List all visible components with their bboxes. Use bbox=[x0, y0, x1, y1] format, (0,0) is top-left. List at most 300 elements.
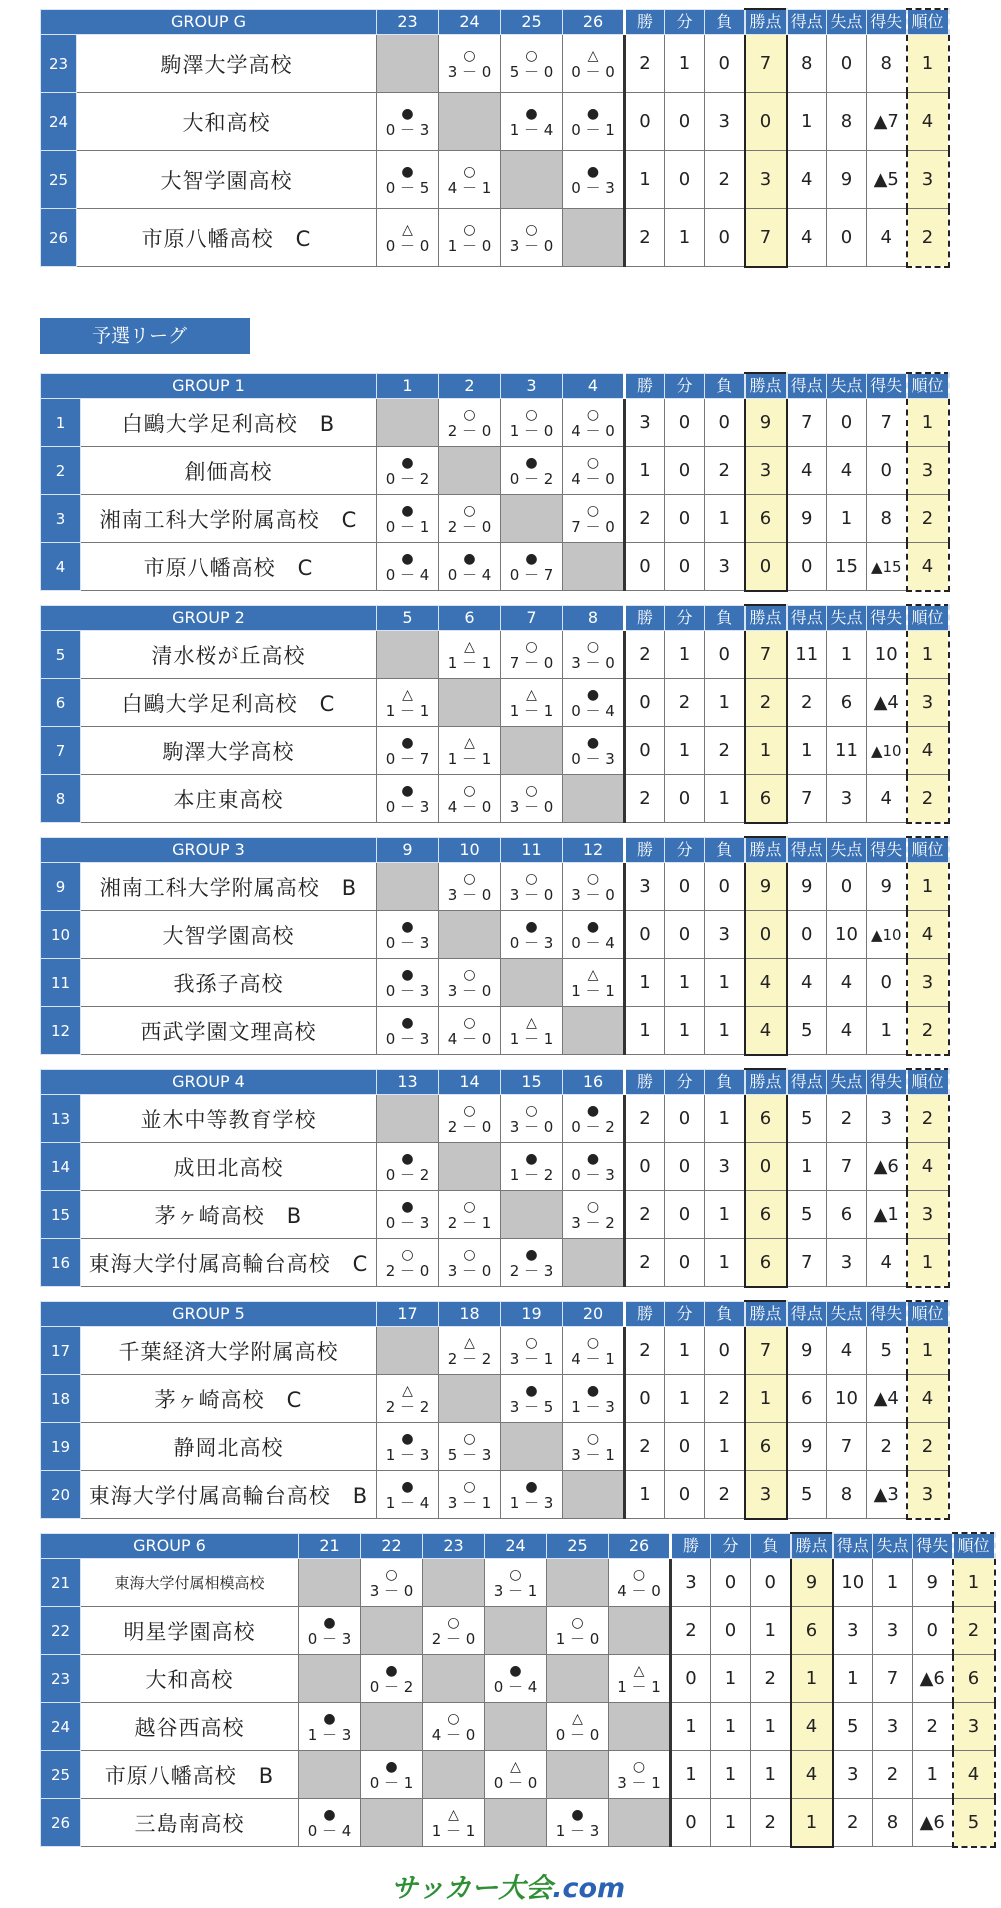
result-score: 7 － 0 bbox=[509, 653, 554, 672]
stat-losses: 0 bbox=[705, 35, 745, 93]
result-score: 0 － 3 bbox=[385, 933, 430, 952]
result-score: 4 － 0 bbox=[571, 469, 615, 488]
empty-cell bbox=[547, 1655, 609, 1703]
result-score: 2 － 0 bbox=[431, 1629, 476, 1648]
stat-rank: 1 bbox=[907, 1327, 949, 1375]
result-mark: ● bbox=[525, 1382, 538, 1399]
opponent-column-header: 11 bbox=[501, 837, 563, 863]
stat-goal-diff: 8 bbox=[867, 495, 907, 543]
result-score: 1 － 1 bbox=[509, 701, 554, 720]
team-row bbox=[41, 911, 949, 959]
team-name: 三島南高校 bbox=[81, 1799, 299, 1847]
stat-wins: 2 bbox=[625, 1239, 665, 1287]
stat-losses: 1 bbox=[705, 775, 745, 823]
match-result bbox=[501, 1007, 563, 1055]
empty-cell bbox=[563, 1239, 625, 1287]
result-score: 5 － 3 bbox=[447, 1445, 492, 1464]
match-result bbox=[377, 1375, 439, 1423]
opponent-column-header: 15 bbox=[501, 1069, 563, 1095]
group-header-row bbox=[41, 373, 949, 399]
match-result bbox=[609, 1751, 671, 1799]
stat-losses: 1 bbox=[705, 1007, 745, 1055]
result-score: 0 － 4 bbox=[307, 1821, 352, 1840]
match-result bbox=[501, 35, 563, 93]
match-result bbox=[361, 1655, 423, 1703]
stat-header: 分 bbox=[665, 837, 705, 863]
group-header-row bbox=[41, 837, 949, 863]
stat-wins: 2 bbox=[671, 1607, 711, 1655]
stat-goal-diff: ▲4 bbox=[867, 679, 907, 727]
stat-goals-against: 7 bbox=[827, 1423, 867, 1471]
result-mark: ● bbox=[525, 1478, 538, 1495]
stat-points: 9 bbox=[745, 863, 787, 911]
stat-header: 分 bbox=[711, 1533, 751, 1559]
stat-wins: 1 bbox=[625, 1471, 665, 1519]
stat-goals-for: 10 bbox=[833, 1559, 873, 1607]
stat-draws: 0 bbox=[665, 911, 705, 959]
stat-goals-against: 3 bbox=[873, 1703, 913, 1751]
empty-cell bbox=[547, 1751, 609, 1799]
match-result bbox=[377, 93, 439, 151]
stat-draws: 1 bbox=[711, 1799, 751, 1847]
stat-points: 0 bbox=[745, 1143, 787, 1191]
stat-goals-for: 3 bbox=[833, 1751, 873, 1799]
stat-goal-diff: ▲5 bbox=[867, 151, 907, 209]
stat-rank: 2 bbox=[907, 775, 949, 823]
team-row bbox=[41, 1007, 949, 1055]
empty-cell bbox=[563, 1007, 625, 1055]
result-score: 0 － 4 bbox=[447, 565, 492, 584]
result-mark: ○ bbox=[463, 870, 476, 887]
stat-losses: 2 bbox=[751, 1655, 791, 1703]
stat-losses: 3 bbox=[705, 1143, 745, 1191]
stat-goals-for: 1 bbox=[833, 1655, 873, 1703]
stat-draws: 2 bbox=[665, 679, 705, 727]
stat-header: 失点 bbox=[827, 1069, 867, 1095]
team-row bbox=[41, 631, 949, 679]
league-table-group-5 bbox=[40, 1300, 950, 1520]
opponent-column-header: 25 bbox=[501, 9, 563, 35]
result-score: 3 － 5 bbox=[509, 1397, 554, 1416]
stat-goal-diff: 7 bbox=[867, 399, 907, 447]
opponent-column-header: 24 bbox=[485, 1533, 547, 1559]
result-score: 0 － 2 bbox=[385, 1165, 430, 1184]
team-name: 東海大学付属高輪台高校 C bbox=[81, 1239, 377, 1287]
stat-header: 得点 bbox=[787, 373, 827, 399]
stat-rank: 3 bbox=[907, 447, 949, 495]
match-result bbox=[501, 1143, 563, 1191]
stat-losses: 2 bbox=[705, 1375, 745, 1423]
team-row bbox=[41, 1655, 995, 1703]
stat-rank: 2 bbox=[907, 1423, 949, 1471]
stat-points: 2 bbox=[745, 679, 787, 727]
stat-rank: 3 bbox=[907, 679, 949, 727]
stat-goals-against: 4 bbox=[827, 1007, 867, 1055]
stat-goals-for: 2 bbox=[787, 679, 827, 727]
result-score: 1 － 1 bbox=[447, 749, 492, 768]
result-score: 3 － 0 bbox=[509, 1117, 554, 1136]
stat-draws: 0 bbox=[665, 1191, 705, 1239]
empty-cell bbox=[501, 1191, 563, 1239]
stat-losses: 1 bbox=[705, 1191, 745, 1239]
result-score: 1 － 1 bbox=[571, 981, 615, 1000]
empty-cell bbox=[377, 35, 439, 93]
empty-cell bbox=[377, 399, 439, 447]
stat-header: 順位 bbox=[907, 605, 949, 631]
result-score: 1 － 1 bbox=[447, 653, 492, 672]
result-mark: ● bbox=[586, 734, 600, 751]
stat-goals-for: 2 bbox=[833, 1799, 873, 1847]
result-score: 1 － 0 bbox=[509, 421, 554, 440]
match-result bbox=[563, 447, 625, 495]
stat-goal-diff: ▲7 bbox=[867, 93, 907, 151]
stat-goals-against: 3 bbox=[827, 1239, 867, 1287]
stat-header: 分 bbox=[665, 1069, 705, 1095]
opponent-column-header: 8 bbox=[563, 605, 625, 631]
stat-goals-against: 10 bbox=[827, 911, 867, 959]
opponent-column-header: 23 bbox=[377, 9, 439, 35]
stat-points: 7 bbox=[745, 209, 787, 267]
stat-goals-against: 4 bbox=[827, 447, 867, 495]
match-result bbox=[485, 1559, 547, 1607]
result-score: 0 － 0 bbox=[385, 236, 430, 255]
result-mark: ○ bbox=[463, 1430, 476, 1447]
stat-draws: 1 bbox=[711, 1655, 751, 1703]
stat-header: 勝 bbox=[625, 9, 665, 35]
result-mark: △ bbox=[464, 638, 475, 655]
stat-header: 順位 bbox=[907, 1069, 949, 1095]
result-mark: ● bbox=[401, 1430, 414, 1447]
team-name: 白鷗大学足利高校 C bbox=[81, 679, 377, 727]
team-name: 大和高校 bbox=[77, 93, 377, 151]
result-score: 2 － 0 bbox=[447, 421, 492, 440]
result-mark: ● bbox=[586, 105, 600, 122]
stat-losses: 3 bbox=[705, 93, 745, 151]
stat-rank: 1 bbox=[907, 35, 949, 93]
stat-goals-against: 6 bbox=[827, 1191, 867, 1239]
result-mark: △ bbox=[402, 686, 413, 703]
match-result bbox=[377, 1143, 439, 1191]
stat-goal-diff: 9 bbox=[867, 863, 907, 911]
stat-losses: 1 bbox=[751, 1703, 791, 1751]
stat-goal-diff: 1 bbox=[913, 1751, 953, 1799]
stat-goal-diff: ▲10 bbox=[867, 911, 907, 959]
match-result bbox=[547, 1607, 609, 1655]
empty-cell bbox=[299, 1751, 361, 1799]
match-result bbox=[547, 1703, 609, 1751]
team-number: 1 bbox=[41, 399, 81, 447]
stat-header: 得点 bbox=[787, 1069, 827, 1095]
empty-cell bbox=[609, 1703, 671, 1751]
stat-draws: 0 bbox=[665, 543, 705, 591]
match-result bbox=[439, 1471, 501, 1519]
result-mark: ○ bbox=[525, 782, 538, 799]
result-score: 4 － 0 bbox=[447, 1029, 492, 1048]
result-mark: ○ bbox=[463, 966, 476, 983]
result-mark: ● bbox=[401, 1014, 414, 1031]
opponent-column-header: 17 bbox=[377, 1301, 439, 1327]
result-mark: ○ bbox=[525, 638, 538, 655]
stat-losses: 2 bbox=[705, 727, 745, 775]
match-result bbox=[377, 679, 439, 727]
stat-losses: 0 bbox=[705, 209, 745, 267]
stat-losses: 0 bbox=[705, 863, 745, 911]
match-result bbox=[423, 1703, 485, 1751]
stat-goals-against: 9 bbox=[827, 151, 867, 209]
stat-draws: 1 bbox=[711, 1751, 751, 1799]
stat-losses: 0 bbox=[705, 399, 745, 447]
stat-goals-against: 7 bbox=[873, 1655, 913, 1703]
section-label-preliminary: 予選リーグ bbox=[40, 318, 250, 354]
team-row bbox=[41, 1607, 995, 1655]
stat-rank: 6 bbox=[953, 1655, 995, 1703]
stat-header: 分 bbox=[665, 605, 705, 631]
stat-goal-diff: 5 bbox=[867, 1327, 907, 1375]
result-score: 2 － 0 bbox=[447, 1117, 492, 1136]
match-result bbox=[299, 1703, 361, 1751]
group-header-row bbox=[41, 1069, 949, 1095]
stat-header: 失点 bbox=[827, 837, 867, 863]
result-mark: ○ bbox=[463, 163, 476, 180]
stat-goals-against: 10 bbox=[827, 1375, 867, 1423]
result-mark: ○ bbox=[463, 1198, 476, 1215]
group-title: GROUP 2 bbox=[41, 605, 377, 631]
result-score: 2 － 2 bbox=[385, 1397, 430, 1416]
stat-goal-diff: ▲6 bbox=[913, 1655, 953, 1703]
team-row bbox=[41, 209, 949, 267]
stat-goal-diff: ▲3 bbox=[867, 1471, 907, 1519]
match-result bbox=[439, 209, 501, 267]
result-mark: ○ bbox=[586, 1334, 600, 1351]
group-header-row bbox=[41, 605, 949, 631]
logo-text-2: .com bbox=[552, 1873, 626, 1904]
match-result bbox=[299, 1607, 361, 1655]
match-result bbox=[563, 863, 625, 911]
stat-points: 6 bbox=[745, 1095, 787, 1143]
stat-goals-against: 8 bbox=[827, 1471, 867, 1519]
result-score: 3 － 0 bbox=[509, 797, 554, 816]
stat-points: 0 bbox=[745, 543, 787, 591]
stat-wins: 2 bbox=[625, 1095, 665, 1143]
team-name: 湘南工科大学附属高校 B bbox=[81, 863, 377, 911]
match-result bbox=[439, 495, 501, 543]
group-title: GROUP 4 bbox=[41, 1069, 377, 1095]
stat-rank: 2 bbox=[953, 1607, 995, 1655]
stat-draws: 1 bbox=[665, 631, 705, 679]
match-result bbox=[501, 863, 563, 911]
result-mark: ● bbox=[323, 1614, 336, 1631]
empty-cell bbox=[501, 151, 563, 209]
match-result bbox=[485, 1751, 547, 1799]
team-row bbox=[41, 447, 949, 495]
result-mark: ○ bbox=[632, 1566, 646, 1583]
team-number: 19 bbox=[41, 1423, 81, 1471]
team-number: 25 bbox=[41, 1751, 81, 1799]
match-result bbox=[563, 1191, 625, 1239]
result-mark: ○ bbox=[463, 1102, 476, 1119]
stat-header: 勝 bbox=[671, 1533, 711, 1559]
stat-wins: 2 bbox=[625, 775, 665, 823]
opponent-column-header: 4 bbox=[563, 373, 625, 399]
stat-header: 得点 bbox=[787, 605, 827, 631]
result-mark: ○ bbox=[586, 454, 600, 471]
result-mark: ○ bbox=[463, 47, 476, 64]
result-score: 0 － 3 bbox=[571, 178, 615, 197]
match-result bbox=[377, 1423, 439, 1471]
result-mark: ● bbox=[401, 502, 414, 519]
empty-cell bbox=[439, 911, 501, 959]
stat-goals-for: 9 bbox=[787, 495, 827, 543]
result-score: 0 － 3 bbox=[571, 1165, 615, 1184]
match-result bbox=[423, 1799, 485, 1847]
match-result bbox=[501, 399, 563, 447]
result-mark: ○ bbox=[586, 638, 600, 655]
result-mark: ○ bbox=[586, 1430, 600, 1447]
result-mark: ○ bbox=[463, 406, 476, 423]
stat-points: 0 bbox=[745, 911, 787, 959]
result-mark: △ bbox=[448, 1806, 459, 1823]
stat-header: 勝点 bbox=[745, 1069, 787, 1095]
team-name: 本庄東高校 bbox=[81, 775, 377, 823]
team-number: 22 bbox=[41, 1607, 81, 1655]
result-mark: ○ bbox=[447, 1710, 460, 1727]
result-score: 0 － 4 bbox=[385, 565, 430, 584]
team-name: 駒澤大学高校 bbox=[81, 727, 377, 775]
stat-wins: 1 bbox=[671, 1751, 711, 1799]
stat-header: 勝点 bbox=[745, 9, 787, 35]
stat-goals-for: 9 bbox=[787, 863, 827, 911]
result-score: 3 － 0 bbox=[447, 62, 492, 81]
result-score: 1 － 1 bbox=[509, 1029, 554, 1048]
match-result bbox=[377, 151, 439, 209]
result-score: 1 － 3 bbox=[571, 1397, 615, 1416]
league-table-group-3 bbox=[40, 836, 950, 1056]
result-score: 0 － 1 bbox=[571, 120, 615, 139]
stat-goals-against: 1 bbox=[873, 1559, 913, 1607]
result-mark: ● bbox=[509, 1662, 522, 1679]
match-result bbox=[547, 1799, 609, 1847]
result-mark: ○ bbox=[586, 1198, 600, 1215]
league-table-group-2 bbox=[40, 604, 950, 824]
team-row bbox=[41, 1471, 949, 1519]
match-result bbox=[377, 959, 439, 1007]
opponent-column-header: 3 bbox=[501, 373, 563, 399]
empty-cell bbox=[501, 1423, 563, 1471]
stat-wins: 2 bbox=[625, 1327, 665, 1375]
stat-header: 負 bbox=[705, 837, 745, 863]
result-mark: ○ bbox=[525, 221, 538, 238]
stat-goals-for: 4 bbox=[787, 209, 827, 267]
group-header-row bbox=[41, 1301, 949, 1327]
result-score: 3 － 1 bbox=[509, 1349, 554, 1368]
stat-losses: 1 bbox=[705, 495, 745, 543]
result-score: 3 － 0 bbox=[509, 885, 554, 904]
stat-losses: 0 bbox=[705, 631, 745, 679]
stat-wins: 3 bbox=[671, 1559, 711, 1607]
stat-points: 6 bbox=[745, 495, 787, 543]
empty-cell bbox=[361, 1799, 423, 1847]
opponent-column-header: 26 bbox=[609, 1533, 671, 1559]
match-result bbox=[501, 1239, 563, 1287]
team-number: 26 bbox=[41, 209, 77, 267]
empty-cell bbox=[501, 495, 563, 543]
empty-cell bbox=[299, 1655, 361, 1703]
match-result bbox=[377, 543, 439, 591]
stat-points: 1 bbox=[791, 1799, 833, 1847]
group-title: GROUP 3 bbox=[41, 837, 377, 863]
site-logo[interactable] bbox=[388, 1866, 628, 1904]
empty-cell bbox=[439, 1375, 501, 1423]
result-mark: ● bbox=[586, 1150, 600, 1167]
match-result bbox=[377, 209, 439, 267]
stat-wins: 2 bbox=[625, 209, 665, 267]
opponent-column-header: 2 bbox=[439, 373, 501, 399]
stat-wins: 1 bbox=[625, 1007, 665, 1055]
stat-goals-for: 5 bbox=[787, 1095, 827, 1143]
stat-rank: 4 bbox=[907, 727, 949, 775]
opponent-column-header: 12 bbox=[563, 837, 625, 863]
opponent-column-header: 26 bbox=[563, 9, 625, 35]
result-mark: ● bbox=[463, 550, 476, 567]
stat-header: 得失 bbox=[867, 1069, 907, 1095]
team-name: 大和高校 bbox=[81, 1655, 299, 1703]
team-name: 大智学園高校 bbox=[77, 151, 377, 209]
team-row bbox=[41, 1703, 995, 1751]
result-score: 1 － 0 bbox=[555, 1629, 600, 1648]
stat-losses: 0 bbox=[751, 1559, 791, 1607]
stat-draws: 0 bbox=[665, 93, 705, 151]
opponent-column-header: 24 bbox=[439, 9, 501, 35]
match-result bbox=[439, 1327, 501, 1375]
team-row bbox=[41, 35, 949, 93]
stat-header: 順位 bbox=[907, 9, 949, 35]
team-name: 清水桜が丘高校 bbox=[81, 631, 377, 679]
stat-wins: 3 bbox=[625, 399, 665, 447]
team-name: 我孫子高校 bbox=[81, 959, 377, 1007]
team-number: 13 bbox=[41, 1095, 81, 1143]
stat-losses: 2 bbox=[751, 1799, 791, 1847]
stat-points: 7 bbox=[745, 1327, 787, 1375]
team-name: 明星学園高校 bbox=[81, 1607, 299, 1655]
team-name: 茅ヶ崎高校 C bbox=[81, 1375, 377, 1423]
team-row bbox=[41, 1327, 949, 1375]
result-mark: ● bbox=[586, 1382, 600, 1399]
team-number: 25 bbox=[41, 151, 77, 209]
stat-header: 失点 bbox=[873, 1533, 913, 1559]
stat-header: 負 bbox=[705, 1301, 745, 1327]
stat-header: 失点 bbox=[827, 373, 867, 399]
group-title: GROUP 5 bbox=[41, 1301, 377, 1327]
match-result bbox=[485, 1655, 547, 1703]
result-mark: ● bbox=[586, 918, 600, 935]
match-result bbox=[501, 93, 563, 151]
team-row bbox=[41, 93, 949, 151]
match-result bbox=[377, 495, 439, 543]
result-score: 3 － 0 bbox=[571, 885, 615, 904]
stat-draws: 0 bbox=[665, 1471, 705, 1519]
stat-draws: 1 bbox=[665, 727, 705, 775]
stat-rank: 5 bbox=[953, 1799, 995, 1847]
result-mark: △ bbox=[526, 686, 537, 703]
result-score: 1 － 3 bbox=[509, 1493, 554, 1512]
team-row bbox=[41, 543, 949, 591]
team-name: 並木中等教育学校 bbox=[81, 1095, 377, 1143]
stat-goals-for: 5 bbox=[787, 1191, 827, 1239]
result-score: 0 － 3 bbox=[307, 1629, 352, 1648]
team-row bbox=[41, 1191, 949, 1239]
empty-cell bbox=[439, 447, 501, 495]
stat-goal-diff: 3 bbox=[867, 1095, 907, 1143]
